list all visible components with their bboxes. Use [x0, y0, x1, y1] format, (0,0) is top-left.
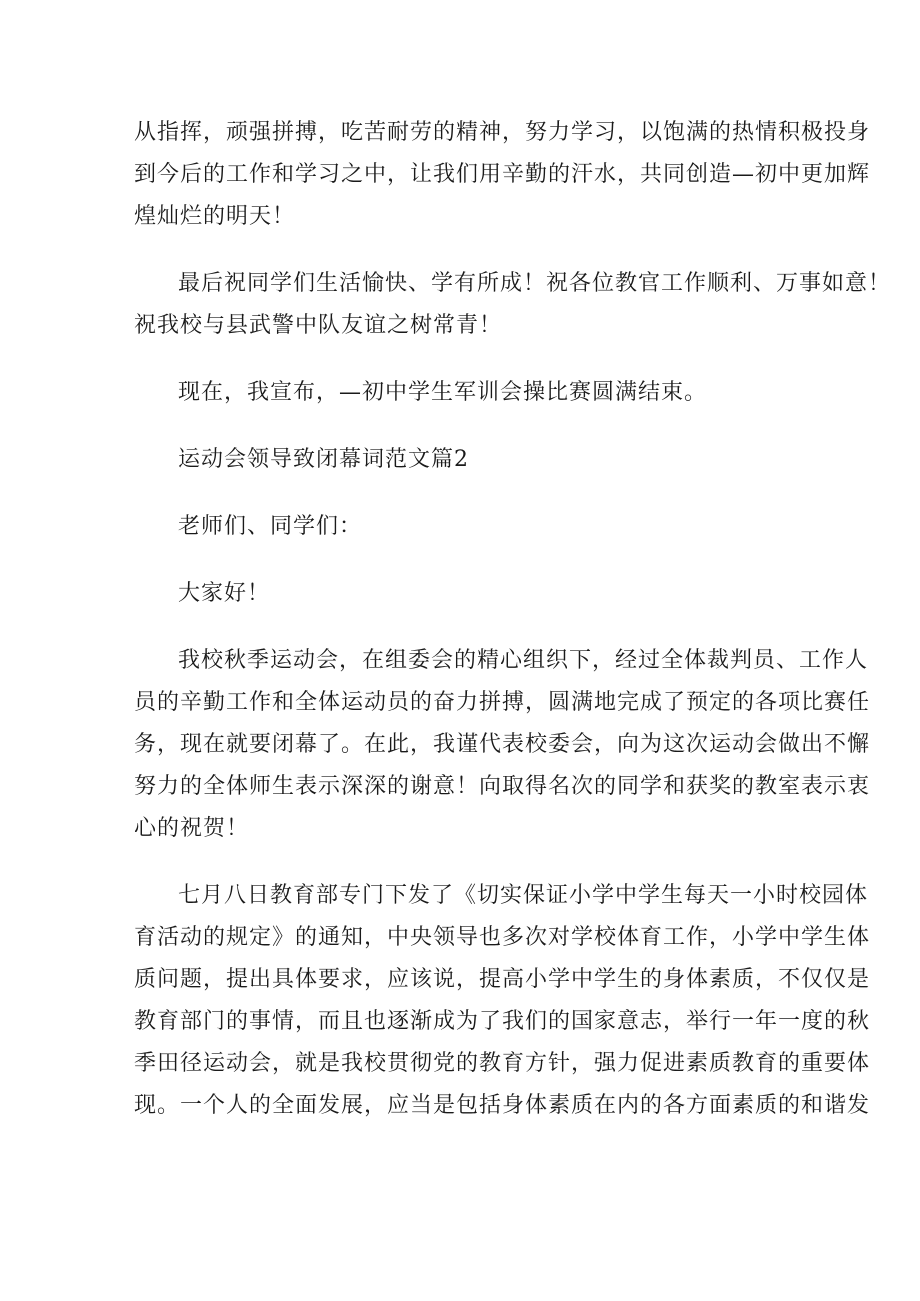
text-line: 质问题，提出具体要求，应该说，提高小学中学生的身体素质，不仅仅是	[134, 967, 871, 992]
text-line: 季田径运动会，就是我校贯彻党的教育方针，强力促进素质教育的重要体	[134, 1051, 871, 1076]
text-line: 最后祝同学们生活愉快、学有所成！祝各位教官工作顺利、万事如意！	[178, 271, 892, 296]
text-line: 务，现在就要闭幕了。在此，我谨代表校委会，向为这次运动会做出不懈	[134, 732, 871, 757]
text-line: 我校秋季运动会，在组委会的精心组织下，经过全体裁判员、工作人	[178, 648, 869, 673]
text-line: 运动会领导致闭幕词范文篇2	[178, 447, 469, 472]
text-line: 大家好！	[178, 581, 271, 606]
paragraph	[134, 573, 790, 615]
text-line: 现在，我宣布，—初中学生军训会操比赛圆满结束。	[178, 380, 708, 405]
document-body	[134, 112, 892, 1127]
paragraph-gap	[134, 347, 790, 372]
text-line: 员的辛勤工作和全体运动员的奋力拼搏，圆满地完成了预定的各项比赛任	[134, 690, 871, 715]
text-line: 七月八日教育部专门下发了《切实保证小学中学生每天一小时校园体	[178, 883, 869, 908]
paragraph-gap	[134, 548, 790, 573]
paragraph-gap	[134, 615, 790, 640]
paragraph	[134, 112, 871, 238]
text-line: 祝我校与县武警中队友谊之树常青！	[134, 313, 503, 338]
paragraph-gap	[134, 850, 790, 875]
paragraph	[134, 506, 790, 548]
text-line: 教育部门的事情，而且也逐渐成为了我们的国家意志，举行一年一度的秋	[134, 1009, 871, 1034]
paragraph-gap	[134, 414, 790, 439]
paragraph-gap	[134, 238, 790, 263]
text-line: 育活动的规定》的通知，中央领导也多次对学校体育工作，小学中学生体	[134, 925, 871, 950]
text-line: 努力的全体师生表示深深的谢意！向取得名次的同学和获奖的教室表示衷	[134, 774, 871, 799]
paragraph	[134, 640, 871, 850]
paragraph	[134, 263, 892, 347]
text-line: 到今后的工作和学习之中，让我们用辛勤的汗水，共同创造—初中更加辉	[134, 162, 871, 187]
text-line: 老师们、同学们：	[178, 514, 363, 539]
paragraph	[134, 439, 790, 481]
text-line: 煌灿烂的明天！	[134, 204, 296, 229]
text-line: 从指挥，顽强拼搏，吃苦耐劳的精神，努力学习，以饱满的热情积极投身	[134, 120, 871, 145]
text-line: 现。一个人的全面发展，应当是包括身体素质在内的各方面素质的和谐发	[134, 1093, 871, 1118]
text-line: 心的祝贺！	[134, 816, 250, 841]
paragraph	[134, 372, 790, 414]
paragraph	[134, 875, 871, 1127]
paragraph-gap	[134, 481, 790, 506]
